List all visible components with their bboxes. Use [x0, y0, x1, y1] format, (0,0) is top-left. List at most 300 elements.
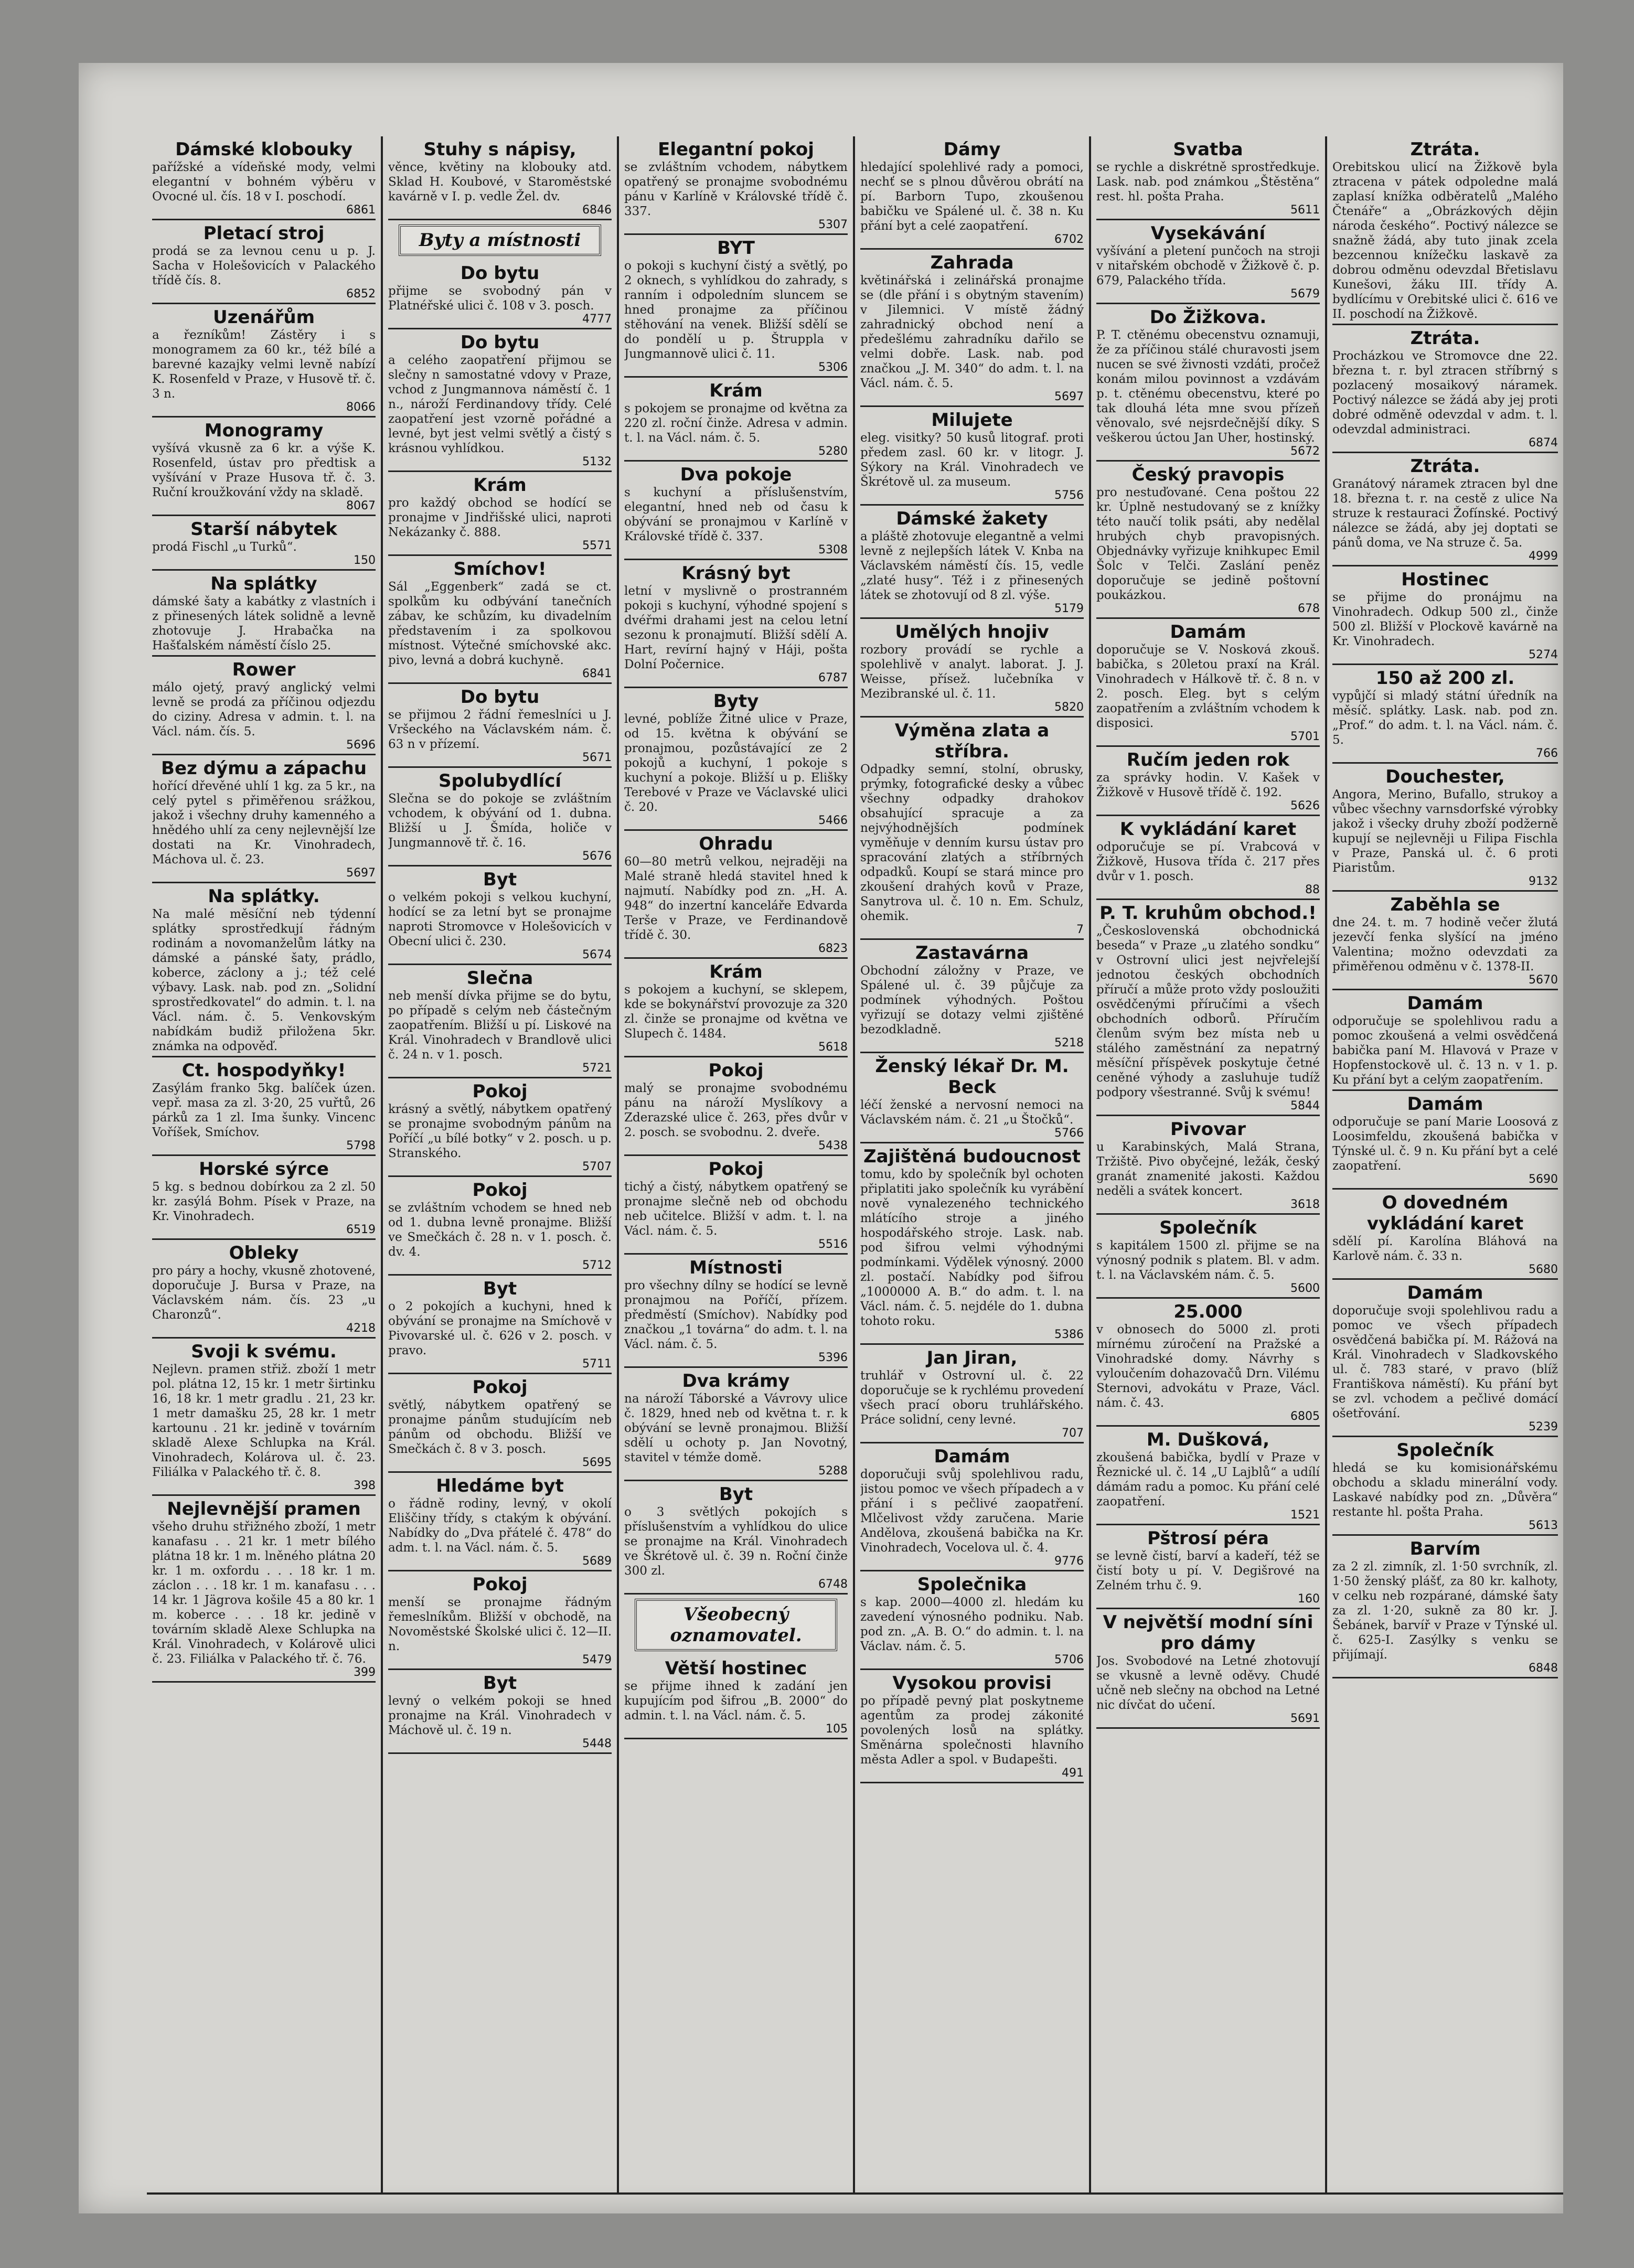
ad-body: Odpadky semní, stolní, obrusky, prýmky, fotografické desky a vůbec všechny odpadky drahokov obsahující spracuje a za nejvýhodnějších podmínek vyměňuje v denním kursu ústav pro spracování zlatých a stříbrných odpadků. Koupí se stará mince pro zkoušení drahých kovů v Praze, Sanytrova ul. č. 10 n. Em. Schulz, ohemik.	[860, 763, 1084, 923]
classified-ad	[624, 378, 848, 462]
classified-ad	[624, 560, 848, 688]
ad-heading: Elegantní pokoj	[658, 139, 814, 160]
ad-number: 6846	[582, 204, 612, 217]
ad-number: 5618	[818, 1041, 848, 1054]
ad-number: 5721	[582, 1062, 612, 1075]
ad-number: 5820	[1054, 701, 1084, 714]
ad-body: eleg. visitky? 50 kusů litograf. proti předem zasl. 60 kr. v litogr. J. Sýkory na Král. Vinohradech ve Škrétově ul. za museum.	[860, 431, 1084, 489]
classified-ad	[1332, 1091, 1558, 1190]
ad-body: 60—80 metrů velkou, nejraději na Malé straně hledá stavitel hned k najmutí. Nabídky pod zn. „H. A. 948“ do inzertní kanceláře Edvarda Terše v Praze, ve Ferdinandově třídě č. 30.	[624, 855, 848, 942]
ad-body: Angora, Merino, Bufallo, strukoy a vůbec všechny varnsdorfské výrobky jakož i všecky druhy zboží podžerně kupují se nejlevněji u Filipa Fischla v Praze, Panská ul. č. 6 proti Piaristům.	[1332, 788, 1558, 875]
ad-number: 5679	[1290, 287, 1320, 301]
ad-heading: P. T. kruhům obchod.!	[1099, 903, 1317, 924]
ad-number: 5689	[582, 1555, 612, 1568]
ad-body: Na malé měsíční neb týdenní splátky sprostředkují řádným rodinám a novomanželům látky na dámské a pánské šaty, prádlo, koberce, záclony a j.; též celé výbavy. Lask. nab. pod zn. „Solidní sprostředkovatel“ do admin. t. l. na Václ. nám. č. 5. Venkovským nabídkám budiž přiložena 5kr. známka na odpověď.	[152, 907, 376, 1053]
ad-number: 491	[1062, 1767, 1084, 1780]
ad-heading: Ztráta.	[1410, 456, 1480, 477]
classified-ad	[152, 304, 376, 418]
ad-body: o velkém pokoji s velkou kuchyní, hodící se za letní byt se pronajme naproti Stromovce v Holešovicích v Obecní ulici č. 230.	[388, 891, 612, 948]
ad-number: 5306	[818, 361, 848, 374]
ad-heading: Spolubydlící	[439, 771, 561, 791]
classified-ad	[1096, 1299, 1320, 1427]
ad-heading: Dámy	[943, 139, 1001, 160]
ad-number: 6852	[346, 287, 376, 301]
ad-body: o řádně rodiny, levný, v okolí Eliščiny třídy, s ctakým k obývání. Nabídky do „Dva přátelé č. 478“ do adm. t. l. na Václ. nám. č. 5.	[388, 1497, 612, 1555]
ad-heading: Nejlevnější pramen	[167, 1499, 361, 1520]
ad-body: léčí ženské a nervosní nemoci na Václavském nám. č. 21 „u Štočků“.	[860, 1098, 1084, 1127]
ad-heading: Byt	[483, 869, 517, 890]
ad-number: 5712	[582, 1259, 612, 1272]
ad-heading: Krám	[709, 380, 763, 401]
ad-heading: Ohradu	[699, 833, 773, 854]
ad-body: 5 kg. s bednou dobírkou za 2 zl. 50 kr. zasýlá Bohm. Písek v Praze, na Kr. Vinohradech.	[152, 1180, 376, 1223]
ad-heading: Byt	[719, 1484, 753, 1505]
classified-ad	[388, 329, 612, 472]
classified-ad	[860, 1670, 1084, 1783]
classified-ad	[1332, 325, 1558, 453]
ad-body: odporučuje se paní Marie Loosová z Loosimfeldu, zkoušená babička v Týnské ul. č. 9 n. Ku přání byt a celé zaopatření.	[1332, 1115, 1558, 1173]
ad-body: po případě pevný plat poskytneme agentům za prodej zákonité povolených losů na splátky. Směnárna společnosti hlavního města Adler a spol. v Budapešti.	[860, 1694, 1084, 1767]
classified-ad	[1332, 665, 1558, 764]
ad-number: 5670	[1529, 973, 1558, 987]
ad-body: hledající spolehlivé rady a pomoci, nechť se s plnou důvěrou obrátí na pí. Barborn Tupo, zkoušenou babičku ve Spálené ul. č. 38 n. Ku přání byt a celé zaopatření.	[860, 161, 1084, 233]
ad-number: 9132	[1529, 875, 1558, 888]
ad-body: P. T. ctěnému obecenstvu oznamuji, že za příčinou stálé churavosti jsem nucen se své živnosti vzdáti, pročež konám milou povinnost a vzdávám p. t. ctěnému obecenstvu, které po tak dlouhá léta mne svou přízeň věnovalo, své nejsrdečnější díky. S veškerou úctou Jan Uher, hostinský.	[1096, 328, 1320, 445]
ad-number: 5611	[1290, 204, 1320, 217]
ad-body: vyšívání a pletení punčoch na stroji v nitařském obchodě v Žižkově č. p. 679, Palackého třída.	[1096, 244, 1320, 287]
classified-ad	[1096, 1116, 1320, 1215]
ad-heading: Monogramy	[204, 420, 324, 441]
ad-heading: Byty	[713, 691, 759, 712]
classified-ad	[860, 1571, 1084, 1670]
classified-ad	[1096, 1215, 1320, 1299]
ad-body: truhlář v Ostrovní ul. č. 22 doporučuje se k rychlému provedení všech prací oboru truhlářského. Práce solidní, ceny levné.	[860, 1369, 1084, 1427]
classified-ad	[152, 136, 376, 220]
ad-body: s kapitálem 1500 zl. přijme se na výnosný podnik s platem. Bl. v adm. t. l. na Václavském nám. č. 5.	[1096, 1239, 1320, 1282]
ad-body: pro každý obchod se hodící se pronajme v Jindřišské ulici, naproti Nekázanky č. 888.	[388, 496, 612, 539]
ad-heading: Do bytu	[460, 332, 540, 353]
ad-heading: Pokoj	[472, 1081, 528, 1102]
ad-body: prodá se za levnou cenu u p. J. Sacha v Holešovicích v Palackého třídě čís. 8.	[152, 244, 376, 287]
ad-heading: Společník	[1159, 1217, 1257, 1238]
ad-number: 5280	[818, 445, 848, 458]
ad-number: 398	[354, 1479, 376, 1492]
ad-number: 5448	[582, 1737, 612, 1750]
ad-heading: Větší hostinec	[665, 1658, 807, 1679]
ad-heading: Barvím	[1409, 1538, 1481, 1559]
ad-number: 6874	[1529, 436, 1558, 450]
ad-column-3	[619, 136, 855, 2192]
classified-columns	[147, 136, 1563, 2195]
classified-ad	[388, 1670, 612, 1754]
ad-body: za správky hodin. V. Kašek v Žižkově v Husově třídě č. 192.	[1096, 771, 1320, 799]
classified-ad	[152, 1240, 376, 1339]
classified-ad	[388, 1374, 612, 1473]
ad-body: pařížské a vídeňské mody, velmi elegantní v bohném výběru v Ovocné ul. čís. 18 v I. poschodí.	[152, 161, 376, 204]
classified-ad	[388, 260, 612, 329]
ad-body: malý se pronajme svobodnému pánu na nároží Myslíkovy a Zderazské ulice č. 263, přes dvůr v 2. posch. se svobodnu. 2. dveře.	[624, 1082, 848, 1139]
classified-ad	[152, 1496, 376, 1683]
ad-heading: Zahrada	[930, 252, 1014, 273]
ad-heading: Stuhy s nápisy,	[423, 139, 576, 160]
ad-body: a pláště zhotovuje elegantně a velmi levně z nejlepších látek V. Knba na Václavském náměstí čís. 15, vedle „zlaté husy“. Též i z přinesených látek se zhotovují od 8 zl. výše.	[860, 530, 1084, 602]
ad-heading: Společnika	[917, 1574, 1027, 1595]
ad-heading: Dámské žakety	[896, 508, 1048, 529]
classified-ad	[624, 1481, 848, 1595]
classified-ad	[388, 472, 612, 556]
classified-ad	[1096, 747, 1320, 816]
ad-body: a celého zaopatření přijmou se slečny n samostatné vdovy v Praze, vchod z Jungmannova náměstí č. 1 n., nároží Ferdinandovy třídy. Celé zaopatření jest vzorně pořádné a levné, byt jest velmi světlý a čistý s krásnou vyhlídkou.	[388, 354, 612, 455]
ad-number: 5671	[582, 751, 612, 764]
ad-body: levný o velkém pokoji se hned pronajme na Král. Vinohradech v Máchově ul. č. 19 n.	[388, 1694, 612, 1737]
classified-ad	[624, 831, 848, 959]
ad-body: málo ojetý, pravý anglický velmi levně se prodá za příčinou odjezdu do ciziny. Adresa v admin. t. l. na Václ. nám. čís. 5.	[152, 681, 376, 739]
ad-body: odporučuje se spolehlivou radu a pomoc zkoušená a velmi osvědčená babička paní M. Hlavová v Praze v Hopfenstockově ul. č. 13 n. v 1. p. Ku přání byt a celým zaopatřením.	[1332, 1014, 1558, 1087]
ad-number: 6805	[1290, 1410, 1320, 1423]
ad-number: 5701	[1290, 730, 1320, 743]
ad-body: květinářská i zelinářská pronajme se (dle přání i s obytným stavením) v Jilemnici. V místě žádný zahradnický obchod není a předešlému zahradníku dařilo se velmi dobře. Lask. nab. pod značkou „J. M. 340“ do adm. t. l. na Václ. nám. č. 5.	[860, 274, 1084, 390]
ad-body: se levně čistí, barví a kadeří, též se čistí boty u pí. V. Degišrové na Zelném trhu č. 9.	[1096, 1549, 1320, 1592]
classified-ad	[1332, 764, 1558, 892]
ad-heading: Společník	[1396, 1440, 1494, 1461]
ad-body: pro nestuďované. Cena poštou 22 kr. Úplně nestudovaný se z knížky této naučí tolik psáti, aby nedělal hrubých chyb pravopisných. Objednávky vyřizuje knihkupec Emil Šolc v Telči. Zaslání peněz doporučuje se jedině poštovní poukázkou.	[1096, 486, 1320, 602]
ad-body: pro páry a hochy, vkusně zhotovené, doporučuje J. Bursa v Praze, na Václavském nám. čís. 23 „u Charonzů“.	[152, 1264, 376, 1322]
ad-heading: Místnosti	[689, 1257, 783, 1278]
ad-number: 4218	[346, 1322, 376, 1335]
classified-ad	[388, 866, 612, 965]
ad-body: a řezníkům! Zástěry i s monogramem za 60 kr., též bílé a barevné kazajky velmi levně nabízí K. Rosenfeld v Praze, v Husově tř. č. 3 n.	[152, 328, 376, 401]
classified-ad	[388, 768, 612, 866]
ad-heading: Horské sýrce	[199, 1159, 329, 1180]
ad-body: sdělí pí. Karolína Bláhová na Karlově nám. č. 33 n.	[1332, 1235, 1558, 1263]
ad-number: 5707	[582, 1160, 612, 1173]
ad-heading: M. Dušková,	[1146, 1429, 1270, 1450]
ad-heading: V největší modní síni pro dámy	[1103, 1612, 1313, 1654]
ad-heading: Bez dýmu a zápachu	[161, 758, 367, 779]
ad-heading: Hledáme byt	[436, 1475, 564, 1496]
ad-heading: Krásný byt	[681, 563, 791, 584]
ad-body: Orebitskou ulicí na Žižkově byla ztracena v pátek odpoledne malá zaplasí knížka odběratelů „Malého Čtenáře“ a „Obrázkových dějin národa českého“. Poctivý nálezce se snažně žádá, aby tuto jinak zcela bezcennou knížečku laskavě za dobrou odměnu odevzdal Břetislavu Kunešovi, žáku III. třídy A. bydlícímu v Orebitské ulici č. 616 ve II. poschodí na Žižkově.	[1332, 161, 1558, 321]
ad-number: 6748	[818, 1578, 848, 1591]
ad-body: dámské šaty a kabátky z vlastních i z přinesených látek solidně a levně zhotovuje J. Hrabačka na Hašťalském náměstí číslo 25.	[152, 595, 376, 652]
ad-body: Granátový náramek ztracen byl dne 18. března t. r. na cestě z ulice Na struze k restauraci Žofínské. Poctivý nálezce se žádá, aby jej doptati se pánů doma, ve Na struze č. 5a.	[1332, 477, 1558, 550]
ad-number: 707	[1062, 1427, 1084, 1440]
ad-body: doporučuji svůj spolehlivou radu, jistou pomoc ve všech případech a v přání i s pečlivé zaopatření. Mlčelivost vždy zaručena. Marie Andělova, zkoušená babička na Kr. Vinohradech, Vocelova ul. č. 4.	[860, 1468, 1084, 1555]
ad-body: doporučuje svoji spolehlivou radu a pomoc ve všech případech osvědčená babička pí. M. Rážová na Král. Vinohradech v Sladkovského ul. č. 783 staré, v pravo (blíž Františkova náměstí). Ku přání byt se zvl. vchodem a pečlivé domácí ošetřování.	[1332, 1304, 1558, 1420]
classified-ad	[1332, 136, 1558, 325]
ad-body: na nároží Táborské a Vávrovy ulice č. 1829, hned neb od května t. r. k obývání se levně pronajmou. Bližší sdělí u ochoty p. Jan Novotný, stavitel v témže domě.	[624, 1392, 848, 1464]
ad-heading: Slečna	[466, 968, 533, 989]
ad-number: 5680	[1529, 1263, 1558, 1276]
ad-heading: 150 až 200 zl.	[1375, 668, 1515, 689]
ad-heading: Krám	[473, 475, 527, 496]
ad-body: s kuchyní a příslušenstvím, elegantní, hned neb od času k obývání se pronajmou v Karlíně v Královské třídě č. 337.	[624, 486, 848, 543]
ad-body: tichý a čistý, nábytkem opatřený se pronajme slečně neb od obchodu neb učitelce. Bližší v adm. t. l. na Václ. nám. č. 5.	[624, 1180, 848, 1238]
ad-number: 5697	[346, 866, 376, 880]
ad-heading: Damám	[934, 1446, 1010, 1467]
ad-number: 5438	[818, 1139, 848, 1152]
section-rubric: Všeobecný oznamovatel.	[635, 1599, 837, 1651]
ad-number: 5756	[1054, 489, 1084, 502]
ad-heading: Ct. hospodyňky!	[181, 1060, 346, 1081]
classified-ad	[624, 1255, 848, 1368]
classified-ad	[1096, 304, 1320, 462]
classified-ad	[1332, 990, 1558, 1091]
ad-number: 5600	[1290, 1282, 1320, 1295]
ad-number: 7	[1076, 923, 1084, 936]
ad-heading: Obleky	[229, 1243, 299, 1264]
ad-heading: Damám	[1170, 622, 1246, 643]
classified-ad	[860, 1053, 1084, 1143]
classified-ad	[388, 1571, 612, 1670]
classified-ad	[1096, 136, 1320, 220]
ad-body: zkoušená babička, bydlí v Praze v Řeznické ul. č. 14 „U Lajblů“ a udílí dámám radu a pomoc. Ku přání celé zaopatření.	[1096, 1451, 1320, 1509]
ad-number: 3618	[1290, 1198, 1320, 1211]
classified-ad	[152, 1057, 376, 1156]
classified-ad	[860, 250, 1084, 407]
ad-heading: Pokoj	[472, 1377, 528, 1398]
ad-number: 5844	[1290, 1099, 1320, 1112]
ad-body: za 2 zl. zimník, zl. 1·50 svrchník, zl. 1·50 ženský plášť, za 80 kr. kalhoty, v celku neb rozpárané, dámské šaty za zl. 1·20, sukně za 80 kr. J. Šebánek, barvíř v Praze v Týnské ul. č. 625-I. Zasýlky s venku se přijímají.	[1332, 1560, 1558, 1662]
ad-heading: BYT	[717, 238, 755, 259]
classified-ad	[388, 1177, 612, 1276]
ad-heading: Na splátky	[210, 573, 317, 594]
classified-ad	[388, 136, 612, 220]
newspaper-page	[79, 63, 1563, 2213]
classified-ad	[388, 1473, 612, 1571]
classified-ad	[388, 1078, 612, 1177]
ad-body: Procházkou ve Stromovce dne 22. března t. r. byl ztracen stříbrný s pozlacený mosaikový náramek. Poctivý nálezce se žádá aby jej proti dobré odměně odevzdal v adm. t. l. odevzdal administraci.	[1332, 349, 1558, 436]
classified-ad	[860, 136, 1084, 250]
ad-number: 105	[826, 1723, 848, 1736]
ad-body: „Československá obchodnická beseda“ v Praze „u zlatého sondku“ v Ostrovní ulici jest nejvřelejší jednotou českých obchodních příručí a může proto vždy posloužiti osvědčenými příručími a všech obchodních odborů. Příručím členům svým bez místa neb u stálého zaměstnání za nepatrný měsíční příspěvek poskytuje četné ceněné výhody a zasluhuje tudíž podpory všestranné. Svůj k svému!	[1096, 924, 1320, 1099]
ad-body: Sál „Eggenberk“ zadá se ct. spolkům ku odbývání tanečních zábav, ke schůzím, ku divadelním představením i za spolkovou místnost. Výtečné smíchovské akc. pivo, levná a dobrá kuchyně.	[388, 580, 612, 667]
ad-heading: Do Žižkova.	[1149, 307, 1267, 328]
ad-heading: Byt	[483, 1278, 517, 1299]
classified-ad	[152, 220, 376, 304]
ad-heading: Hostinec	[1401, 569, 1489, 590]
ad-number: 4999	[1529, 550, 1558, 563]
ad-heading: Pokoj	[708, 1060, 764, 1081]
classified-ad	[860, 506, 1084, 619]
classified-ad	[1332, 892, 1558, 990]
ad-number: 5239	[1529, 1420, 1558, 1433]
classified-ad	[152, 418, 376, 516]
ad-number: 5218	[1054, 1036, 1084, 1050]
classified-ad	[388, 965, 612, 1078]
ad-body: se rychle a diskrétně sprostředkuje. Lask. nab. pod známkou „Štěstěna“ rest. hl. pošta Praha.	[1096, 161, 1320, 204]
ad-column-5	[1091, 136, 1327, 2192]
section-rubric: Byty a místnosti	[399, 224, 601, 256]
ad-number: 1521	[1290, 1509, 1320, 1522]
ad-heading: Damám	[1407, 993, 1483, 1014]
ad-number: 5274	[1529, 648, 1558, 661]
ad-body: s pokojem a kuchyní, se sklepem, kde se bokynářství provozuje za 320 zl. činže se pronajme od května ve Slupech č. 1484.	[624, 983, 848, 1041]
ad-heading: Jan Jiran,	[926, 1347, 1018, 1368]
ad-number: 5307	[818, 218, 848, 231]
classified-ad	[152, 1339, 376, 1496]
classified-ad	[624, 136, 848, 235]
classified-ad	[624, 959, 848, 1057]
ad-heading: Uzenářům	[212, 307, 315, 328]
ad-number: 5516	[818, 1238, 848, 1251]
classified-ad	[1096, 619, 1320, 747]
ad-number: 5674	[582, 948, 612, 961]
ad-body: u Karabinských, Malá Strana, Tržiště. Pivo obyčejné, ležák, český granát znamenité jakosti. Každou neděli a svátek koncert.	[1096, 1140, 1320, 1198]
ad-number: 88	[1305, 883, 1320, 896]
ad-number: 5696	[346, 739, 376, 752]
ad-heading: Zajištěná budoucnost	[863, 1146, 1081, 1167]
ad-heading: Zaběhla se	[1390, 894, 1500, 915]
ad-heading: Milujete	[931, 410, 1013, 431]
ad-number: 6519	[346, 1223, 376, 1236]
ad-body: s kap. 2000—4000 zl. hledám ku zavedení výnosného podniku. Nab. pod zn. „A. B. O.“ do admin. t. l. na Václav. nám. č. 5.	[860, 1596, 1084, 1653]
ad-body: hořící dřevěné uhlí 1 kg. za 5 kr., na celý pytel s přiměřenou srážkou, jakož i všechny druhy kamenného a hnědého uhlí za ceny nejlevnější lze dostati na Kr. Vinohradech, Máchova ul. č. 23.	[152, 779, 376, 866]
ad-body: s pokojem se pronajme od května za 220 zl. roční činže. Adresa v admin. t. l. na Václ. nám. č. 5.	[624, 402, 848, 445]
ad-number: 5706	[1054, 1653, 1084, 1666]
classified-ad	[1096, 816, 1320, 900]
ad-heading: Pokoj	[472, 1180, 528, 1201]
ad-heading: Svatba	[1173, 139, 1243, 160]
ad-heading: Svoji k svému.	[191, 1341, 337, 1362]
ad-number: 6787	[818, 671, 848, 684]
classified-ad	[1096, 1525, 1320, 1609]
ad-body: odporučuje se pí. Vrabcová v Žižkově, Husova třída č. 217 přes dvůr v 1. posch.	[1096, 840, 1320, 883]
classified-ad	[860, 619, 1084, 718]
classified-ad	[1096, 220, 1320, 304]
ad-heading: Krám	[709, 961, 763, 982]
ad-heading: Dva pokoje	[680, 464, 792, 485]
ad-body: letní v myslivně o prostranném pokoji s kuchyní, výhodné spojení s dvéřmi drahami jest na celou letní sezonu k pronajmutí. Bližší sdělí A. Hart, revírní hajný v Háji, pošta Dolní Počernice.	[624, 584, 848, 671]
ad-number: 399	[354, 1666, 376, 1679]
ad-body: tomu, kdo by společník byl ochoten připlatiti jako společník ku vyrábění nově vynalezeného technického mlátícího stroje a jiného hospodářského stroje. Lask. nab. pod šifrou velmi výhodnými podmínkami. Výdělek výnosný. 2000 zl. postačí. Nabídky pod šifrou „1000000 A. B.“ do adm. t. l. na Václ. nám. č. 5. nejdéle do 1. dubna tohoto roku.	[860, 1168, 1084, 1328]
ad-heading: Pletací stroj	[203, 223, 325, 244]
ad-number: 9776	[1054, 1555, 1084, 1568]
ad-body: vypůjčí si mladý státní úředník na měsíč. splátky. Lask. nab. pod zn. „Prof.“ do adm. t. l. na Václ. nám. č. 5.	[1332, 689, 1558, 747]
ad-number: 766	[1536, 747, 1558, 760]
ad-number: 5613	[1529, 1519, 1558, 1532]
ad-heading: Dva krámy	[682, 1371, 790, 1392]
ad-body: věnce, květiny na klobouky atd. Sklad H. Koubové, v Staroměstské kavárně v I. p. vedle Žel. dv.	[388, 161, 612, 204]
ad-heading: Umělých hnojiv	[895, 622, 1049, 643]
ad-heading: Vysekávání	[1150, 223, 1266, 244]
classified-ad	[860, 718, 1084, 940]
ad-heading: Výměna zlata a stříbra.	[894, 720, 1050, 762]
ad-number: 5626	[1290, 799, 1320, 812]
classified-ad	[624, 462, 848, 560]
ad-body: světlý, nábytkem opatřený se pronajme pánům studujícím neb pánům od obchodu. Bližší ve Smečkách č. 8 v 3. posch.	[388, 1398, 612, 1456]
ad-body: přijme se svobodný pán v Platnéřské ulici č. 108 v 3. posch.	[388, 284, 612, 313]
ad-number: 4777	[582, 313, 612, 326]
ad-body: všeho druhu střižného zboží, 1 metr kanafasu . . 21 kr. 1 metr bílého plátna 18 kr. 1 m. lněného plátna 20 kr. 1 m. oxfordu . . . 18 kr. 1 m. záclon . . . 18 kr. 1 m. kanafasu . . . 14 kr. 1 Jägrova košile 45 a 80 kr. 1 m. koberce . . . 18 kr. jedině v továrním skladě Alexe Schlupka na Král. Vinohradech, v Kolárově ulici č. 23. Filiálka v Palackého tř. č. 76.	[152, 1520, 376, 1666]
ad-body: hledá se ku komisionářskému obchodu a skladu minerální vody. Laskavé nabídky pod zn. „Důvěra“ restante hl. pošta Praha.	[1332, 1461, 1558, 1519]
ad-body: levné, poblíže Žitné ulice v Praze, od 15. května k obývání se pronajmou, pozůstávající ze 2 pokojů a kuchyní, 1 pokoje s kuchyní a pokoje. Bližší u p. Elišky Terebové v Praze ve Václavské ulici č. 20.	[624, 712, 848, 814]
classified-ad	[624, 688, 848, 831]
ad-body: o 2 pokojích a kuchyni, hned k obývání se pronajme na Smíchově v Pivovarské ul. č. 626 v 2. posch. v pravo.	[388, 1300, 612, 1357]
classified-ad	[388, 556, 612, 684]
classified-ad	[1096, 1427, 1320, 1525]
ad-heading: Ručím jeden rok	[1126, 750, 1290, 771]
ad-body: krásný a světlý, nábytkem opatřený se pronajme svobodným pánům na Poříčí „u bílé botky“ v 2. posch. u p. Stranského.	[388, 1103, 612, 1160]
ad-heading: Douchester,	[1385, 766, 1505, 787]
ad-number: 8066	[346, 401, 376, 414]
ad-heading: Byt	[483, 1673, 517, 1694]
ad-body: vyšívá vkusně za 6 kr. a výše K. Rosenfeld, ústav pro předtisk a vyšívání v Praze Husova tř. č. 3. Ruční kroužkování vždy na skladě.	[152, 442, 376, 499]
ad-number: 5766	[1054, 1127, 1084, 1140]
ad-heading: Dámské klobouky	[175, 139, 353, 160]
ad-body: o 3 světlých pokojích s příslušenstvím a vyhlídkou do ulice se pronajme na Král. Vinohradech ve Škrétově ul. č. 39 n. Roční činže 300 zl.	[624, 1505, 848, 1578]
ad-heading: Pokoj	[708, 1159, 764, 1180]
classified-ad	[624, 235, 848, 378]
classified-ad	[1096, 900, 1320, 1116]
ad-body: Slečna se do pokoje se zvláštním vchodem, k obývání od 1. dubna. Bližší u J. Šmída, holiče v Jungmannově tř. č. 16.	[388, 792, 612, 850]
ad-heading: Do bytu	[460, 263, 540, 284]
ad-heading: Na splátky.	[208, 886, 320, 907]
ad-number: 150	[354, 554, 376, 567]
ad-heading: Pštrosí péra	[1147, 1528, 1269, 1549]
ad-heading: Do bytu	[460, 687, 540, 708]
ad-body: Obchodní záložny v Praze, ve Spálené ul. č. 39 půjčuje za podmínek výhodných. Poštou vyřizují se dotazy velmi zjištěné bezodkladně.	[860, 964, 1084, 1036]
classified-ad	[388, 1276, 612, 1374]
ad-body: Nejlevn. pramen střiž. zboží 1 metr pol. plátna 12, 15 kr. 1 metr širtinku 16, 18 kr. 1 metr gradlu . 21, 23 kr. 1 metr damašku 25, 28 kr. 1 metr kartounu . 21 kr. jedině v továrním skladě Alexe Schlupka na Král. Vinohradech, Kolárova ul. č. 23. Filiálka v Palackého tř. č. 8.	[152, 1363, 376, 1479]
ad-heading: O dovedném vykládání karet	[1366, 1192, 1524, 1234]
ad-heading: Smíchov!	[453, 559, 547, 580]
ad-number: 5288	[818, 1464, 848, 1478]
ad-column-6	[1327, 136, 1563, 2192]
ad-body: prodá Fischl „u Turků“.	[152, 540, 297, 554]
ad-heading: Damám	[1407, 1282, 1483, 1303]
ad-number: 5691	[1290, 1712, 1320, 1725]
classified-ad	[1332, 453, 1558, 566]
classified-ad	[860, 1443, 1084, 1571]
ad-number: 6702	[1054, 233, 1084, 246]
classified-ad	[624, 1368, 848, 1481]
ad-number: 678	[1298, 602, 1320, 615]
ad-body: dne 24. t. m. 7 hodině večer žlutá jezevčí fenka slyšící na jméno Valentina; možno odevzdati za přiměřenou odměnu v č. 1378-II.	[1332, 916, 1558, 973]
ad-number: 6861	[346, 204, 376, 217]
classified-ad	[152, 571, 376, 657]
ad-heading: Ztráta.	[1410, 139, 1480, 160]
ad-body: se zvláštním vchodem se hned neb od 1. dubna levně pronajme. Bližší ve Smečkách č. 28 n. v 1. posch. č. dv. 4.	[388, 1201, 612, 1259]
ad-number: 5690	[1529, 1173, 1558, 1186]
ad-number: 5571	[582, 539, 612, 552]
ad-number: 5672	[1290, 445, 1320, 458]
ad-heading: Ženský lékař Dr. M. Beck	[875, 1056, 1069, 1098]
classified-ad	[152, 657, 376, 755]
classified-ad	[1096, 462, 1320, 619]
ad-body: v obnosech do 5000 zl. proti mírnému zúročení na Pražské a Vinohradské domy. Návrhy s vyloučením dohazovačů Drn. Vilému Sternovi, advokátu v Praze, Václ. nám. č. 43.	[1096, 1323, 1320, 1410]
ad-number: 6823	[818, 942, 848, 955]
ad-number: 5711	[582, 1357, 612, 1371]
ad-body: Jos. Svobodové na Letné zhotovují se vkusně a levně oděvy. Chudé učně neb slečny na obchod na Letné nic dívčat do učení.	[1096, 1654, 1320, 1712]
ad-number: 5179	[1054, 602, 1084, 615]
ad-number: 5386	[1054, 1328, 1084, 1341]
classified-ad	[1332, 566, 1558, 665]
classified-ad	[624, 1156, 848, 1255]
ad-heading: Starší nábytek	[190, 519, 337, 540]
classified-ad	[1332, 1536, 1558, 1678]
classified-ad	[860, 940, 1084, 1053]
ad-number: 5396	[818, 1351, 848, 1364]
ad-number: 5308	[818, 543, 848, 557]
ad-heading: Pokoj	[472, 1574, 528, 1595]
ad-body: se zvláštním vchodem, nábytkem opatřený se pronajme svobodnému pánu v Karlíně v Královské třídě č. 337.	[624, 161, 848, 218]
ad-column-2	[383, 136, 619, 2192]
ad-heading: Český pravopis	[1131, 464, 1285, 485]
ad-heading: Vysokou provisi	[892, 1673, 1052, 1694]
ad-column-4	[855, 136, 1091, 2192]
ad-body: se přijme ihned k zadání jen kupujícím pod šifrou „B. 2000“ do admin. t. l. na Václ. nám. č. 5.	[624, 1679, 848, 1723]
